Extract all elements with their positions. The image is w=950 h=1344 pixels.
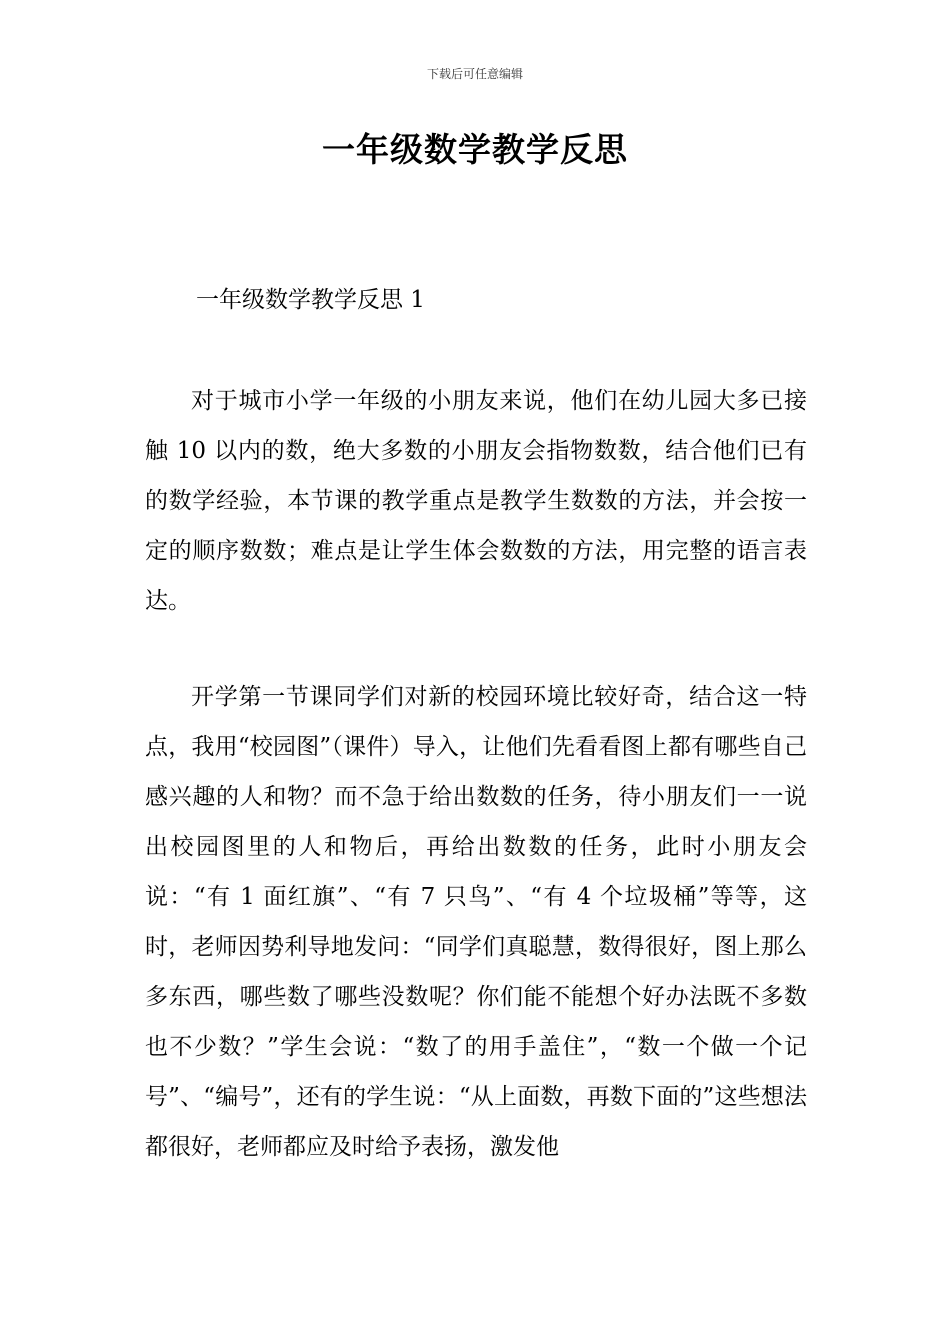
body-paragraph-2: 开学第一节课同学们对新的校园环境比较好奇，结合这一特点，我用“校园图”（课件）导入，让他们先看看图上都有哪些自己感兴趣的人和物？而不急于给出数数的任务，待小朋友们一一说出校园图里的人和物后，再给出数数的任务，此时小朋友会说：“有 1 面红旗”、“有 7 只鸟”、“有 4 个垃圾桶”等等，这时，老师因势利导地发问：“同学们真聪慧，数得很好，图上那么多东西，哪些数了哪些没数呢？你们能不能想个好办法既不多数也不少数？”学生会说：“数了的用手盖住”，“数一个做一个记号”、“编号”，还有的学生说：“从上面数，再数下面的”这些想法都很好，老师都应及时给予表扬，激发他 — [145, 684, 807, 1160]
section-heading: 一年级数学教学反思 1 — [196, 287, 425, 313]
document-title: 一年级数学教学反思 — [322, 130, 628, 169]
header-note: 下载后可任意编辑 — [426, 67, 523, 81]
body-paragraph-1: 对于城市小学一年级的小朋友来说，他们在幼儿园大多已接触 10 以内的数，绝大多数的小朋友会指物数数，结合他们已有的数学经验，本节课的教学重点是教学生数数的方法，并会按一定的顺序数数；难点是让学生体会数数的方法，用完整的语言表达。 — [145, 388, 807, 614]
